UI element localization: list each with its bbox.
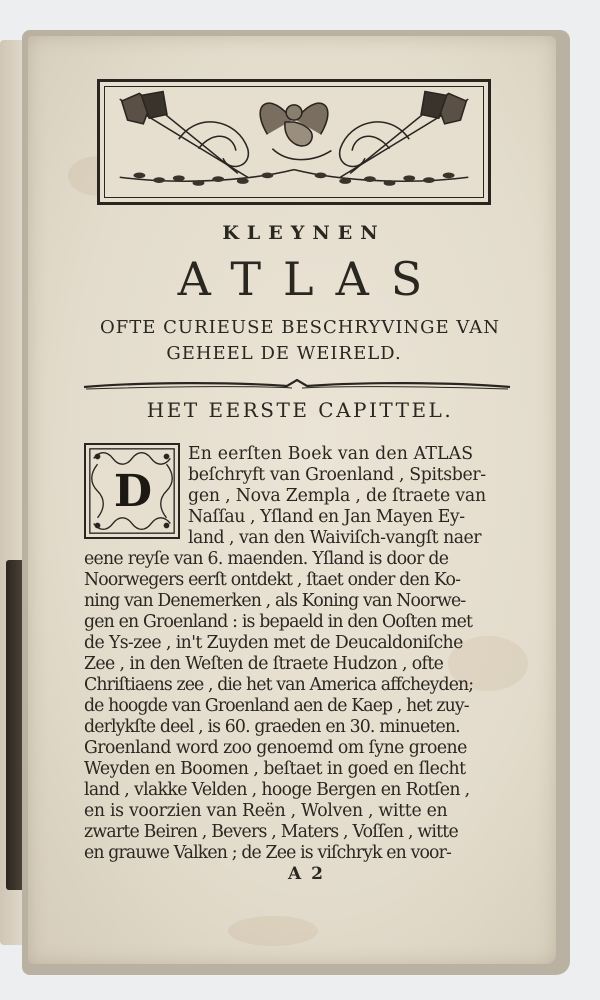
body-line: en is voorzien van Reën , Wolven , witte en — [84, 801, 448, 821]
subtitle-line-2: GEHEEL DE WEIRELD. — [166, 343, 402, 364]
body-line: gen en Groenland : is bepaeld in den Ooſten met — [84, 612, 473, 632]
body-line: zwarte Beiren , Bevers , Maters , Voſſen , witte — [84, 822, 458, 842]
body-line: eene reyſe van 6. maenden. Yſland is door de — [84, 549, 449, 569]
paper-stain — [228, 916, 318, 946]
body-line: Chriſtiaens zee , die het van America affcheyden; — [84, 675, 474, 695]
drop-cap-letter: D — [108, 467, 158, 517]
body-line: beſchryft van Groenland , Spitsber- — [188, 465, 486, 485]
body-line: derlykſte deel , is 60. graeden en 30. minueten. — [84, 717, 460, 737]
body-line: Zee , in den Weſten de ſtraete Hudzon , ofte — [84, 654, 444, 674]
engraving-ornament-icon — [97, 79, 491, 205]
body-line: Weyden en Boomen , beſtaet in goed en ſlecht — [84, 759, 466, 779]
body-line: de hoogde van Groenland aen de Kaep , het zuy- — [84, 696, 469, 716]
body-line: En eerſten Boek van den ATLAS — [188, 444, 474, 464]
body-line: Naſſau , Yſland en Jan Mayen Ey- — [188, 507, 465, 527]
body-line: land , vlakke Velden , hooge Bergen en Rotſen , — [84, 780, 470, 800]
decorative-rule-icon — [82, 378, 512, 392]
title-kleynen: KLEYNEN — [222, 222, 386, 244]
body-line: Noorwegers eerſt ontdekt , ſtaet onder den Ko- — [84, 570, 461, 590]
subtitle-line-1: OFTE CURIEUSE BESCHRYVINGE VAN — [100, 317, 500, 338]
drop-cap-frame — [84, 443, 180, 539]
body-line: en grauwe Valken ; de Zee is viſchryk en voor- — [84, 843, 452, 863]
body-line: land , van den Waiviſch-vangſt naer — [188, 528, 482, 548]
body-line: gen , Nova Zempla , de ſtraete van — [188, 486, 486, 506]
body-line: ning van Denemerken , als Koning van Noorwe- — [84, 591, 466, 611]
signature-mark: A 2 — [288, 864, 325, 884]
body-line: Groenland word zoo genoemd om ſyne groene — [84, 738, 467, 758]
chapter-heading: HET EERSTE CAPITTEL. — [146, 398, 454, 422]
body-line: de Ys-zee , in't Zuyden met de Deucaldoniſche — [84, 633, 463, 653]
title-atlas: ATLAS — [177, 252, 445, 306]
